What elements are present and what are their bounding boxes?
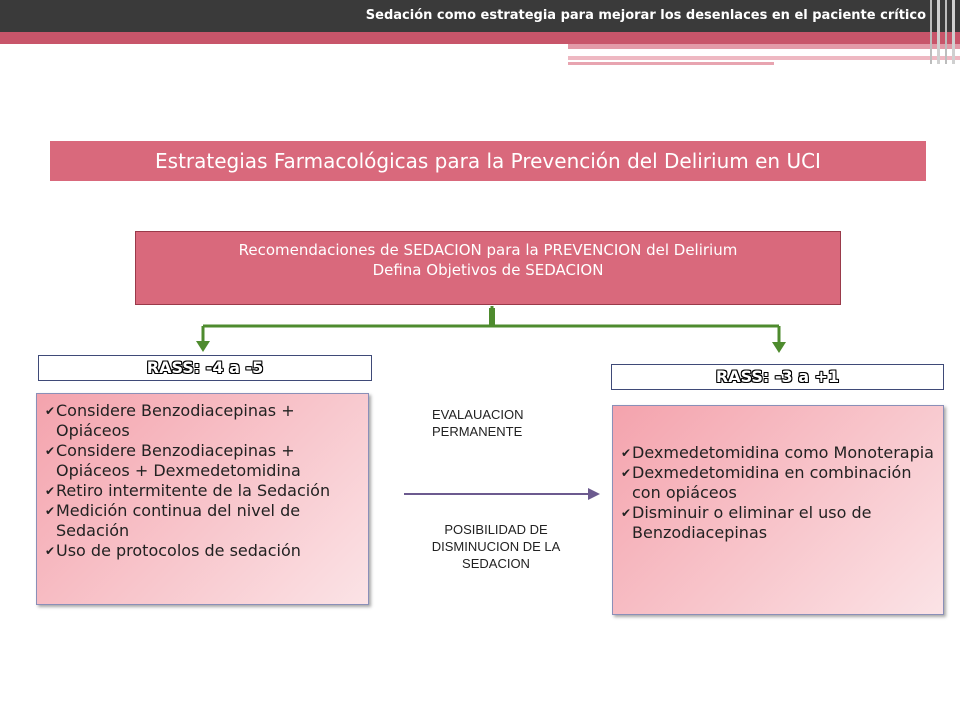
slide-title: Estrategias Farmacológicas para la Prevención del Delirium en UCI — [50, 141, 926, 181]
list-item-text: Disminuir o eliminar el uso de Benzodiacepinas — [632, 503, 872, 542]
check-icon: ✔ — [45, 504, 56, 518]
recommendation-line-1: Recomendaciones de SEDACION para la PREVENCION del Delirium — [238, 241, 738, 259]
check-icon: ✔ — [621, 466, 632, 480]
list-item — [45, 541, 362, 561]
list-item-text: Considere Benzodiacepinas + Opiáceos + Dexmedetomidina — [56, 441, 301, 480]
check-icon: ✔ — [621, 506, 632, 520]
transition-arrowhead — [588, 488, 600, 500]
check-icon: ✔ — [45, 544, 56, 558]
right-branch-arrowhead — [772, 342, 786, 353]
light-sedation-list — [621, 443, 937, 543]
list-item-text: Dexmedetomidina como Monoterapia — [632, 443, 934, 462]
continuous-evaluation-label: EVALAUACION PERMANENTE — [432, 407, 524, 439]
check-icon: ✔ — [45, 484, 56, 498]
light-sedation-box — [612, 405, 944, 615]
list-item — [45, 501, 362, 541]
check-icon: ✔ — [621, 446, 632, 460]
list-item-text: Considere Benzodiacepinas + Opiáceos — [56, 401, 295, 440]
deep-sedation-list — [45, 401, 362, 561]
list-item — [45, 481, 362, 501]
list-item-text: Medición continua del nivel de Sedación — [56, 501, 301, 540]
header-title: Sedación como estrategia para mejorar los desenlaces en el paciente crítico — [365, 8, 926, 23]
list-item-text: Uso de protocolos de sedación — [56, 541, 301, 560]
deep-sedation-box — [36, 393, 369, 605]
list-item — [45, 401, 362, 441]
rass-right-label: RASS: -3 a +1 — [611, 364, 944, 390]
list-item-text: Retiro intermitente de la Sedación — [56, 481, 331, 500]
list-item — [621, 503, 937, 543]
list-item-text: Dexmedetomidina en combinación con opiáceos — [632, 463, 912, 502]
list-item — [45, 441, 362, 481]
sedation-reduction-label: POSIBILIDAD DE DISMINUCION DE LA SEDACION — [431, 522, 561, 571]
check-icon: ✔ — [45, 444, 56, 458]
list-item — [621, 443, 937, 463]
recommendation-line-2: Defina Objetivos de SEDACION — [372, 261, 604, 279]
list-item — [621, 463, 937, 503]
rass-left-label: RASS: -4 a -5 — [38, 355, 372, 381]
check-icon: ✔ — [45, 404, 56, 418]
left-branch-arrowhead — [196, 341, 210, 352]
connector-junction — [489, 308, 495, 326]
